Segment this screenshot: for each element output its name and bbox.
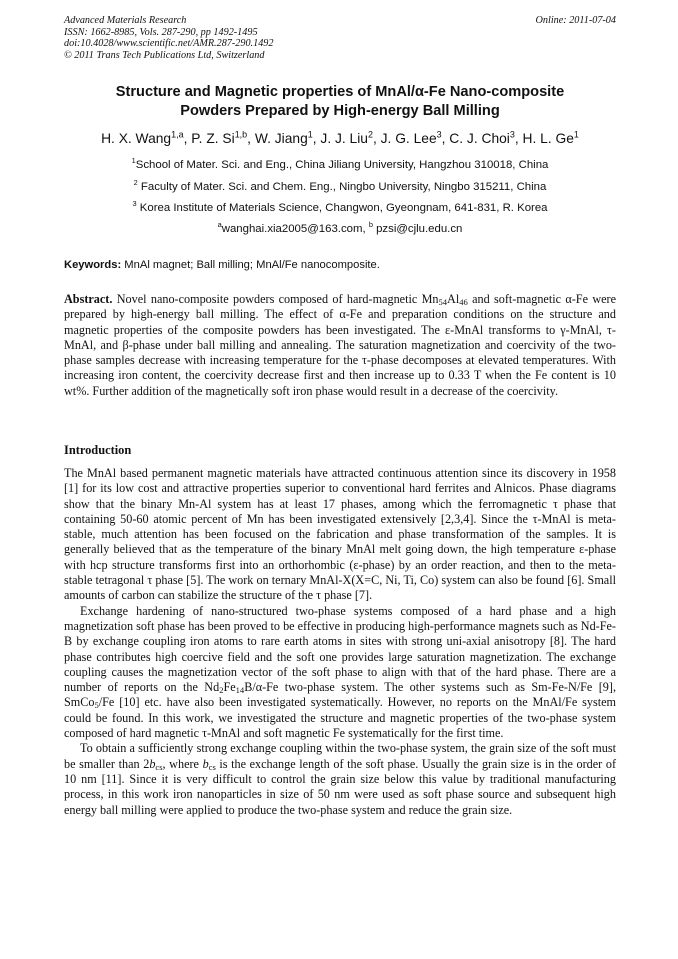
- journal-name: Advanced Materials Research: [64, 15, 187, 26]
- paper-title: [64, 83, 616, 121]
- author-name: C. J. Choi: [449, 131, 510, 146]
- author-separator: ,: [183, 131, 192, 146]
- paragraph-text: Fe: [223, 680, 236, 695]
- paragraph-text: /Fe [10] etc. have also been investigated systematically. However, no reports on the MnAl/Fe system could be found. In this work, we investigated the structure and magnetic properties of the two-phase system composed of hard magnetic τ-MnAl and soft magnetic Fe systematically for the first time.: [64, 695, 616, 741]
- email-mark-a: a: [217, 220, 222, 230]
- author-affiliation-mark: 1: [573, 129, 579, 140]
- journal-header: [64, 15, 616, 61]
- subscript: cs: [155, 761, 163, 772]
- intro-paragraph-2: [64, 604, 616, 742]
- abstract-label: Abstract.: [64, 292, 113, 306]
- affiliation-mark: 2: [133, 178, 138, 188]
- author-separator: ,: [312, 131, 321, 146]
- email-a[interactable]: wanghai.xia2005@163.com: [221, 223, 363, 235]
- author-separator: ,: [247, 131, 255, 146]
- abstract-text: Al: [447, 292, 460, 306]
- affiliation-3: [40, 201, 640, 215]
- affiliation-text: Korea Institute of Materials Science, Changwon, Gyeongnam, 641-831, R. Korea: [136, 202, 548, 214]
- author-name: W. Jiang: [254, 131, 308, 146]
- subscript: 46: [459, 297, 468, 307]
- affiliation-mark: 1: [131, 156, 136, 166]
- email-mark-b: b: [368, 220, 373, 230]
- abstract-text: and soft-magnetic α-Fe were prepared by high-energy ball milling. The effect of α-Fe and preparation conditions on the structure and magnetic properties of the composite powders has been investigated. The ε-MnAl transforms to γ-MnAl, τ-MnAl, and β-phase under ball milling and annealing. The saturation magnetization and coercivity of the two-phase samples decrease with increasing temperature for the τ-phase decomposes at elevated temperatures. With increasing iron content, the coercivity decrease first and then increase up to 0.33 T when the Fe content is 10 wt%. Further addition of the magnetically soft iron phase would result in a decrease of the coercivity.: [64, 292, 616, 398]
- email-separator: ,: [362, 223, 369, 235]
- subscript: 5: [94, 700, 99, 711]
- author-list: [40, 130, 640, 148]
- section-heading-introduction: Introduction: [64, 443, 132, 457]
- symbol-b: b: [202, 756, 209, 771]
- online-date: Online: 2011-07-04: [535, 15, 616, 26]
- intro-paragraph-1: The MnAl based permanent magnetic materials have attracted continuous attention since its discovery in 1958 [1] for its low cost and attractive properties superior to conventional hard ferrites and Alnicos. Phase diagrams show that the binary Mn-Al system has at least 17 phases, among which the ferromagnetic τ phase that containing 50-60 atomic percent of Mn has been investigated extensively [2,3,4]. Since the τ-MnAl is meta-stable, much attention has been focused on the fabrication and phase transformation of the samples. It is generally believed that as the temperature of the binary MnAl melt going down, the high temperature ε-phase with hcp structure transforms first into an orthorhombic (ε-phase) by an order reaction, and then to the meta-stable tetragonal τ phase [5]. The work on ternary MnAl-X(X=C, Ni, Ti, Co) system can also be found [6]. Small amounts of carbon can stabilize the structure of the τ phase [7].: [64, 466, 616, 603]
- title-line-1: Structure and Magnetic properties of MnAl/α-Fe Nano-composite: [115, 84, 565, 100]
- symbol-b: b: [149, 756, 156, 771]
- title-line-2: Powders Prepared by High-energy Ball Milling: [180, 103, 500, 119]
- author-affiliation-mark: 1,b: [234, 129, 248, 140]
- author-name: J. J. Liu: [320, 131, 368, 146]
- abstract: [64, 292, 616, 399]
- subscript: 54: [438, 297, 448, 307]
- paragraph-text: To obtain a sufficiently strong exchange coupling within the two-phase system, the grain size of the soft must be smaller than 2: [64, 741, 616, 771]
- author-affiliation-mark: 1: [307, 129, 313, 140]
- doi-line: doi:10.4028/www.scientific.net/AMR.287-290.1492: [64, 38, 274, 50]
- subscript: 2: [219, 685, 224, 696]
- keywords-label: Keywords:: [64, 259, 122, 271]
- author-affiliation-mark: 3: [509, 129, 515, 140]
- intro-paragraph-3: [64, 741, 616, 817]
- paragraph-text: Exchange hardening of nano-structured two-phase systems composed of a hard phase and a high magnetization soft phase has been proved to be effective in producing high-performance magnets such as Nd-Fe-B by exchange coupling iron atoms to rare earth atoms in sites with strong uni-axial anisotropy [8]. The hard phase contributes high coercive field and the soft one provides large saturation magnetization. The exchange coupling causes the magnetization vector of the soft phase to align with that of the hard phase. There are a number of reports on the Nd: [64, 603, 616, 695]
- abstract-text: Novel nano-composite powders composed of hard-magnetic Mn: [112, 292, 439, 306]
- paragraph-text: , where: [162, 756, 203, 771]
- author-separator: ,: [441, 131, 450, 146]
- affiliation-mark: 3: [132, 199, 137, 209]
- keywords-text: MnAl magnet; Ball milling; MnAl/Fe nanocomposite.: [121, 259, 380, 271]
- author-separator: ,: [372, 131, 381, 146]
- paragraph-text: is the exchange length of the soft phase. Usually the grain size is in the order of 10 nm [11]. Since it is very difficult to control the grain size below this value by traditional manufacturing process, in this work iron nanoparticles in size of 50 nm were used as soft phase source and subsequent high energy ball milling were applied to produce the two-phase system and reduce the grain size.: [64, 756, 617, 817]
- author-emails: [40, 222, 640, 236]
- copyright-line: © 2011 Trans Tech Publications Ltd, Switzerland: [64, 49, 265, 61]
- affiliation-text: School of Mater. Sci. and Eng., China Jiliang University, Hangzhou 310018, China: [135, 159, 549, 171]
- author-name: J. G. Lee: [380, 131, 437, 146]
- author-name: H. L. Ge: [522, 131, 574, 146]
- subscript: cs: [208, 761, 216, 772]
- author-name: P. Z. Si: [191, 131, 235, 146]
- email-b[interactable]: pzsi@cjlu.edu.cn: [372, 223, 463, 235]
- keywords: [64, 258, 616, 272]
- paragraph-text: B/α-Fe two-phase system. The other systems such as Sm-Fe-N/Fe [9], SmCo: [64, 680, 616, 710]
- subscript: 14: [235, 685, 245, 696]
- affiliation-2: [40, 180, 640, 194]
- affiliation-1: [40, 158, 640, 172]
- author-affiliation-mark: 1,a: [171, 129, 184, 140]
- author-name: H. X. Wang: [101, 131, 172, 146]
- affiliation-text: Faculty of Mater. Sci. and Chem. Eng., Ningbo University, Ningbo 315211, China: [137, 181, 547, 193]
- author-affiliation-mark: 2: [367, 129, 373, 140]
- author-affiliation-mark: 3: [436, 129, 442, 140]
- introduction-body: [64, 466, 616, 818]
- issn-line: ISSN: 1662-8985, Vols. 287-290, pp 1492-1495: [64, 26, 258, 38]
- author-separator: ,: [514, 131, 523, 146]
